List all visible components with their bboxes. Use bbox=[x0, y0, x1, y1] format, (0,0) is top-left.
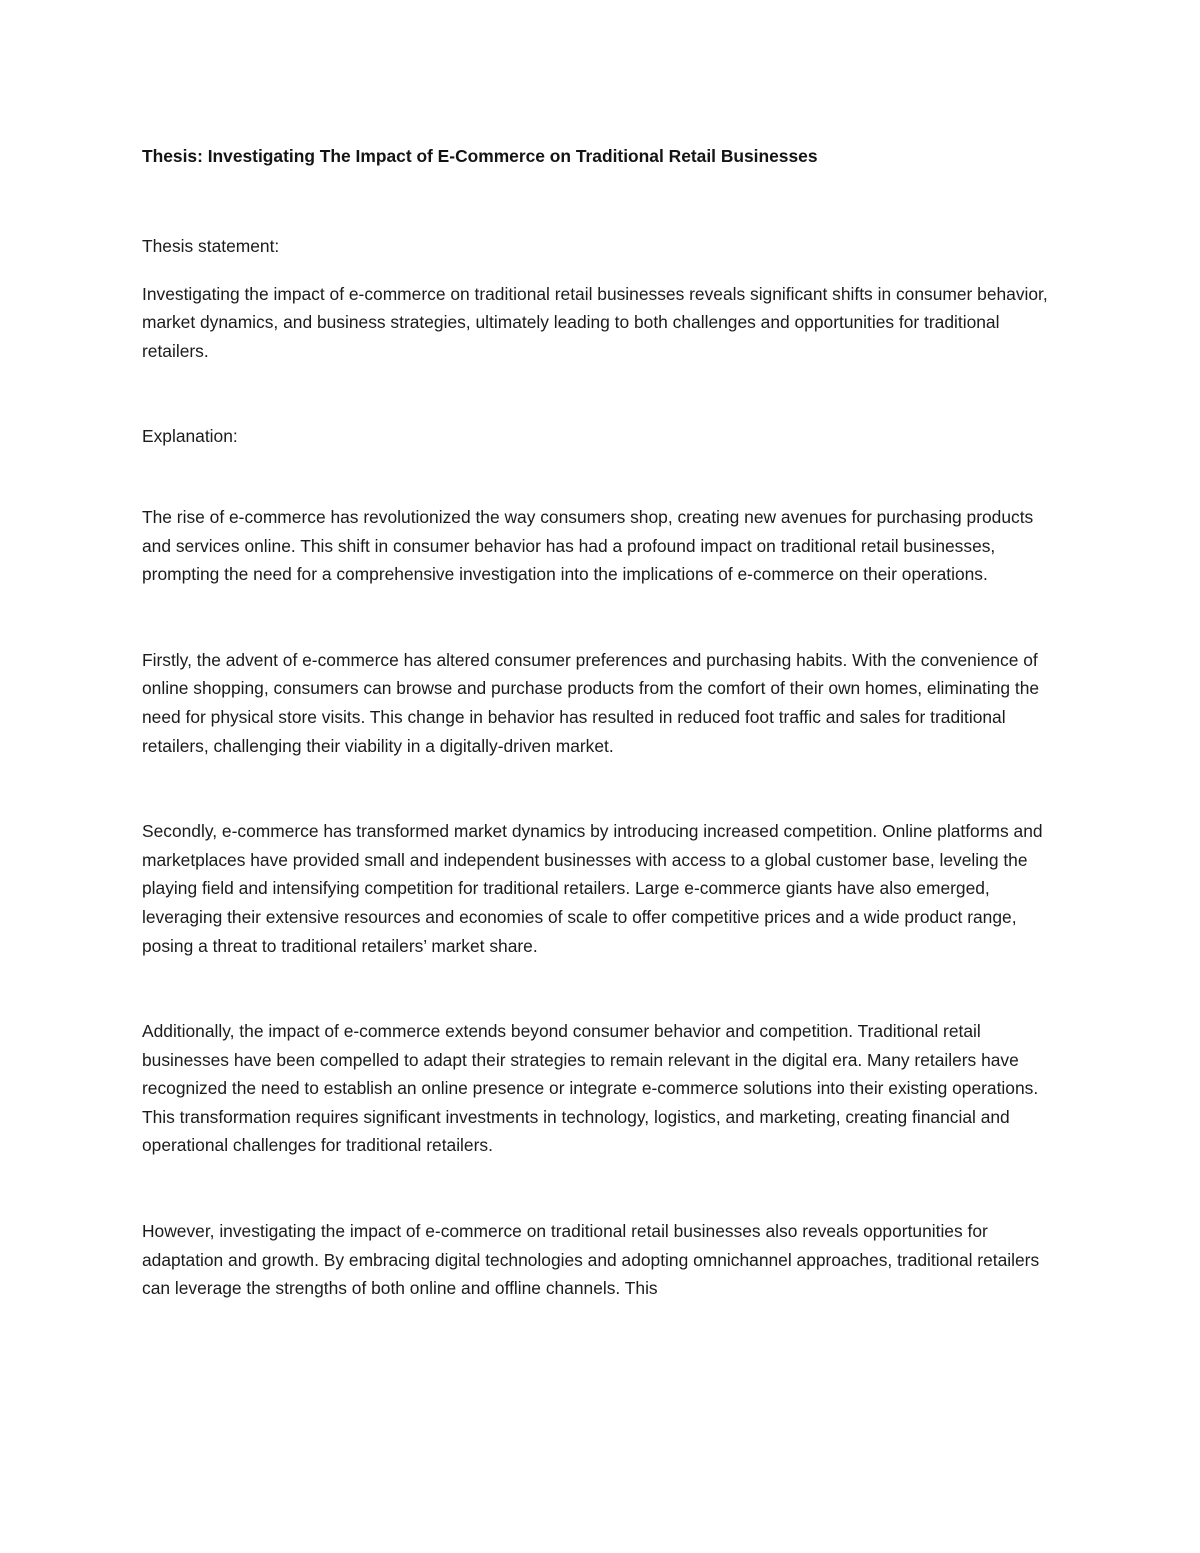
body-paragraph: Secondly, e-commerce has transformed market dynamics by introducing increased competition. Online platforms and marketplaces have provided small and independent businesses with access to a global customer base, leveling the playing field and intensifying competition for traditional retailers. Large e-commerce giants have also emerged, leveraging their extensive resources and economies of scale to offer competitive prices and a wide product range, posing a threat to traditional retailers’ market share. bbox=[142, 821, 1043, 956]
explanation-label: Explanation: bbox=[142, 426, 238, 447]
body-paragraph: However, investigating the impact of e-commerce on traditional retail businesses also reveals opportunities for adaptation and growth. By embracing digital technologies and adopting omnichannel approaches, traditional retailers can leverage the strengths of both online and offline channels. This bbox=[142, 1221, 1040, 1299]
body-paragraph: The rise of e-commerce has revolutionized the way consumers shop, creating new avenues for purchasing products and services online. This shift in consumer behavior has had a profound impact on traditional retail businesses, prompting the need for a comprehensive investigation into the implications of e-commerce on their operations. bbox=[142, 506, 1034, 585]
body-paragraph: Firstly, the advent of e-commerce has altered consumer preferences and purchasing habits. With the convenience of online shopping, consumers can browse and purchase products from the comfort of their own homes, eliminating the need for physical store visits. This change in behavior has resulted in reduced foot traffic and sales for traditional retailers, challenging their viability in a digitally-driven market. bbox=[142, 649, 1040, 756]
document-title: Thesis: Investigating The Impact of E-Commerce on Traditional Retail Businesses bbox=[142, 146, 818, 166]
thesis-statement-text: Investigating the impact of e-commerce on traditional retail businesses reveals significant shifts in consumer behavior, market dynamics, and business strategies, ultimately leading to both challenges and opportunities for traditional retailers. bbox=[142, 283, 1048, 361]
body-paragraph: Additionally, the impact of e-commerce extends beyond consumer behavior and competition. Traditional retail businesses have been compelled to adapt their strategies to remain relevant in the digital era. Many retailers have recognized the need to establish an online presence or integrate e-commerce solutions into their existing operations. This transformation requires significant investments in technology, logistics, and marketing, creating financial and operational challenges for traditional retailers. bbox=[142, 1021, 1039, 1156]
thesis-statement-label: Thesis statement: bbox=[142, 236, 280, 256]
